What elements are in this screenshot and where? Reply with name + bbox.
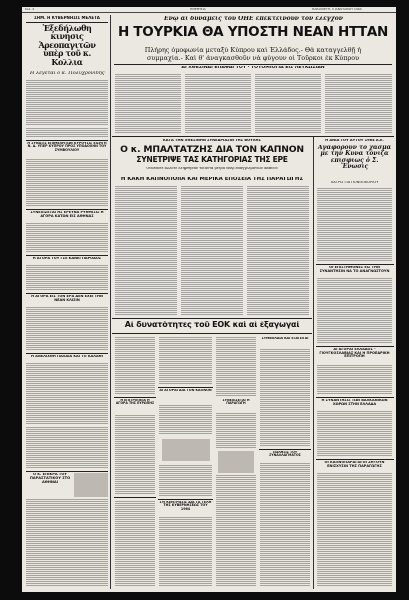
article-text bbox=[115, 415, 155, 495]
divider bbox=[316, 264, 394, 265]
left-subhead: Ἡ λέγεται ὁ κ. Πολυχρονίδης bbox=[29, 71, 105, 76]
second-story-kicker: ΚΑΤΑ ΤΗΝ ΧΘΕΣΙΝΗΝ ΣΥΝΕΔΡΙΑΣΙΝ ΤΗΣ ΒΟΥΛΗΣ bbox=[162, 139, 262, 142]
article-text bbox=[159, 465, 212, 497]
article-text bbox=[26, 223, 108, 253]
right-brief-4-title: ΟΙ ΚΑΠΝΟΠΑΡΑΓΩΓΟΙ ΖΗΤΟΥΝ ΕΝΙΣΧΥΣΙΝ ΤΗΣ ΠΑΡΑΓΩΓΗΣ bbox=[324, 461, 385, 468]
middle-story-headline: Αἱ δυνατότητες τοῦ ΕΟΚ καὶ αἱ ἐξαγωγαί bbox=[124, 321, 300, 329]
article-text bbox=[260, 349, 310, 447]
second-story-headline-1: Ο κ. ΜΠΑΛΤΑΤΖΗΣ ΔΙΑ ΤΟΝ ΚΑΠΝΟΝ bbox=[120, 145, 304, 155]
top-story-kicker: Ἐνῷ αἱ δυνάμεις τοῦ ΟΗΕ ἐπεκτείνουν τὸν ἔλεγχον bbox=[163, 16, 343, 22]
right-brief-1-title: ΟΙ ΕΠΙΣΤΗΜΟΝΕΣ ΕΙΣ ΤΗΝ ΣΥΝΑΝΤΗΣΙΝ ΝΑ ΤΟ ΑΝΑΓΝΩΣΤΟΥΝ bbox=[319, 266, 390, 273]
article-text bbox=[317, 411, 392, 457]
left-brief-1-title: Η ΣΥΝΑΞΙΣ ΕΠΙΜΕΛΗΤΩΝ ΚΥΡΟΥΣΙΣ ΕΙΣΗΓΗ Ν. Δ. ΥΠΕΡ ΚΥΠΡΟΥ ΠΡΟΣ ΥΠΟΔΟΧΗΝ ΤΟΥ ΣΥΜΒΟΥΛΙΟΥ bbox=[27, 142, 107, 152]
middle-brief-3-title: ΣΥΝΕΧΙΖΕΤΑΙ Η ΠΑΡΑΓΩΓΗ bbox=[222, 399, 250, 406]
left-brief-5-title: Η ΑΝΕΛΙΧΘΗ ΠΑΛΑΙΑ ΚΑΙ ΤΟ ΚΑΛΑΘΙ bbox=[31, 355, 103, 358]
article-text bbox=[26, 427, 108, 469]
article-text bbox=[255, 74, 321, 134]
top-story-deck-2: συμμαχία.- Καὶ θ' ἀναγκασθοῦν νὰ φύγουν οἱ Τοῦρκοι ἐκ Κύπρου bbox=[147, 55, 359, 62]
second-story-headline-2: ΣΥΝΕΤΡΙΨΕ ΤΑΣ ΚΑΤΗΓΟΡΙΑΣ ΤΗΣ ΕΡΕ bbox=[136, 156, 288, 164]
divider bbox=[26, 293, 108, 294]
article-text bbox=[216, 475, 256, 587]
article-text bbox=[26, 80, 108, 126]
middle-brief-6-title: ΣΥΓΚΕΝΤΡΩΣΙΣ ΔΙΑ ΤΑ ΤΕΛΗ ΤΗΣ ΚΥΒΕΡΝΗΣΕΩΣ ΤΟΥ 1964 bbox=[159, 501, 212, 511]
divider bbox=[26, 209, 108, 210]
article-text bbox=[247, 186, 309, 316]
left-brief-4-title: Η ΑΓΟΡΑ ΕΙΣ ΤΟΝ ΕΡΑ ΔΕΝ ΕΧΕΙ ΤΗΝ ΝΕΑΝ ΚΛΙΣΙΝ bbox=[31, 295, 103, 302]
divider bbox=[112, 333, 312, 334]
article-text bbox=[115, 186, 177, 316]
article-text bbox=[26, 265, 108, 291]
article-text bbox=[185, 74, 251, 134]
divider bbox=[316, 346, 394, 347]
divider bbox=[112, 318, 312, 319]
photo bbox=[218, 451, 254, 473]
divider bbox=[114, 64, 392, 65]
divider bbox=[259, 449, 311, 450]
page-label: Σελ. 4 bbox=[25, 7, 35, 11]
left-brief-3-title: Η ΑΓΟΡΑ ΤΟΥ ΓΣΕ ΚΑΝΕΙ ΠΑΡΟΔΟΣ bbox=[32, 257, 102, 260]
masthead-strip bbox=[22, 7, 396, 13]
article-text bbox=[216, 337, 256, 397]
paper-name: ΗΜΕΡΗΣΙΑ bbox=[190, 7, 206, 11]
portrait-photo bbox=[74, 473, 108, 497]
divider bbox=[316, 397, 394, 398]
newspaper-page bbox=[22, 7, 396, 592]
second-story-subhead: Η ΚΑΚΗ ΚΑΠΝΟΠΟΙΙΑ ΚΑΙ ΜΕΡΙΚΑ ΕΠΟΣΕΙΑ ΤΗΣ ΠΑΡΑΓΩΓΗΣ bbox=[120, 177, 304, 182]
article-text bbox=[325, 74, 392, 134]
divider bbox=[112, 136, 394, 137]
article-text bbox=[26, 307, 108, 351]
left-brief-2-title: ΣΥΝΕΧΙΖΕΤΑΙ ΗΣ ΕΡΕΥΝΑ ΡΥΘΜΙΣΙΣ Η ΑΓΟΡΑ ΚΑΤΩΝ ΕΙΣ ΑΘΗΝΑΣ bbox=[30, 211, 104, 218]
divider bbox=[158, 499, 213, 500]
article-text bbox=[26, 363, 108, 425]
divider bbox=[114, 397, 156, 398]
article-text bbox=[317, 473, 392, 587]
divider bbox=[316, 459, 394, 460]
photo bbox=[162, 439, 210, 461]
divider bbox=[26, 22, 108, 23]
article-text bbox=[181, 186, 243, 316]
article-text bbox=[26, 499, 108, 587]
article-text bbox=[159, 337, 212, 385]
middle-brief-4-title: ΣΥΜΒΟΛΑΙΑ ΚΑΙ ΕΞΑΓΩΓΑΙ bbox=[261, 337, 309, 340]
left-headline: Ἐξεδήλωθη κινησις Ἀρεοπαγιτῶν ὑπὲρ τοῦ κ. Κολλια bbox=[38, 24, 96, 67]
article-text bbox=[317, 278, 392, 344]
right-brief-3-title: Η ΣΥΝΑΝΤΗΣΙΣ ΤΩΝ ΒΑΛΚΑΝΙΚΩΝ ΧΩΡΩΝ ΣΤΗΝ ΕΛΛΑΔΑ bbox=[321, 399, 388, 406]
column-rule bbox=[110, 15, 111, 589]
article-text bbox=[317, 188, 392, 262]
right-kicker: Η ΑΝΙΑ ΤΟΥ ΑΥΤΟΥ 1964 Α.Ε. bbox=[325, 139, 384, 142]
right-headline: Ἀγαφοροῦν τὸ χασμα με την Κυνα τονιζα επισφιως ὁ Σ. Ἔνωσις bbox=[317, 145, 392, 170]
article-text bbox=[159, 405, 212, 435]
top-story-deck-1: Πλήρης ὁμοφωνία μεταξὺ Κύπρου καὶ Ἑλλάδος.- Θὰ καταγγελθῇ ἡ bbox=[144, 47, 362, 54]
left-brief-6-title: Ο Κ. ΕΠΙΚΡΑ ΤΟΥ ΠΑΡΑΣΤΑΤΙΚΟΥ ΣΤΟ ΑΘΗΝΑΙ bbox=[29, 473, 71, 484]
article-text bbox=[26, 128, 108, 138]
divider bbox=[26, 353, 108, 354]
middle-brief-2-title: ΑΙ ΑΓΟΡΑΙ ΔΙΑ ΤΟΝ ΚΑΠΝΟΝ bbox=[159, 389, 212, 392]
top-story-headline: Η ΤΟΥΡΚΙΑ ΘΑ ΥΠΟΣΤΗ ΝΕΑΝ ΗΤΤΑΝ bbox=[117, 25, 389, 40]
article-text bbox=[317, 365, 392, 395]
column-rule bbox=[313, 137, 314, 589]
article-text bbox=[216, 413, 256, 449]
divider bbox=[26, 140, 108, 141]
left-kicker: ΣΗΜ. Η ΚΥΒΕΡΝΗΣΙΣ ΜΕΛΕΤΑ bbox=[34, 16, 100, 20]
second-story-deck: Οὐδέποτε ἄλλοτε ἐλήφθησαν τοιαῦτα μέτρα ὑπὲρ ἐπαγγελματιῶν καπνοῦ bbox=[146, 167, 278, 170]
article-text bbox=[260, 463, 310, 587]
right-brief-2-title: ΑΙ ΑΓΟΡΑΙ ΕΛΛΑΔΟΣ - ΓΙΟΥΓΚΟΣΛΑΒΙΑΣ ΚΑΙ Η ΠΡΟΕΔΡΙΚΗ ΕΠΙΤΡΟΠΗ bbox=[319, 348, 390, 359]
divider bbox=[158, 387, 213, 388]
divider bbox=[26, 255, 108, 256]
middle-brief-1-title: Η ΕΠΙΤΡΟΠΕΙΑ Η ΑΓΟΡΑ ΤΗΣ ΕΥΡΩΠΗΣ bbox=[115, 399, 155, 406]
article-text bbox=[26, 159, 108, 207]
divider bbox=[114, 497, 156, 498]
article-text bbox=[159, 517, 212, 587]
top-story-subhead: ΑΙ ΧΘΕΣΙΝΑΙ ΕΠΑΦΑΙ ΤΟΥ · ΤΟΥΟΜΙΟΓΙΑ ΕΙΣ ΛΕΥΚΩΣΙΑΝ bbox=[181, 66, 325, 70]
article-text bbox=[115, 337, 155, 395]
right-subhead: ΠΑΤΡΙΣ ΓΙΑ ΠΟΝΠΟΚΟΡΙΟΥ bbox=[330, 181, 379, 184]
divider bbox=[26, 471, 108, 472]
middle-brief-5-title: ΠΩΛΗΣΙΣ ΤΟΥ ΣΥΝΑΛΛΑΓΜΑΤΟΣ bbox=[269, 451, 301, 458]
article-text bbox=[115, 74, 181, 134]
issue-date: ΠΑΡΑΣΚΕΥΗ, 3 ΙΑΝΟΥΑΡΙΟΥ 1964 bbox=[312, 7, 362, 11]
article-text bbox=[115, 501, 155, 587]
